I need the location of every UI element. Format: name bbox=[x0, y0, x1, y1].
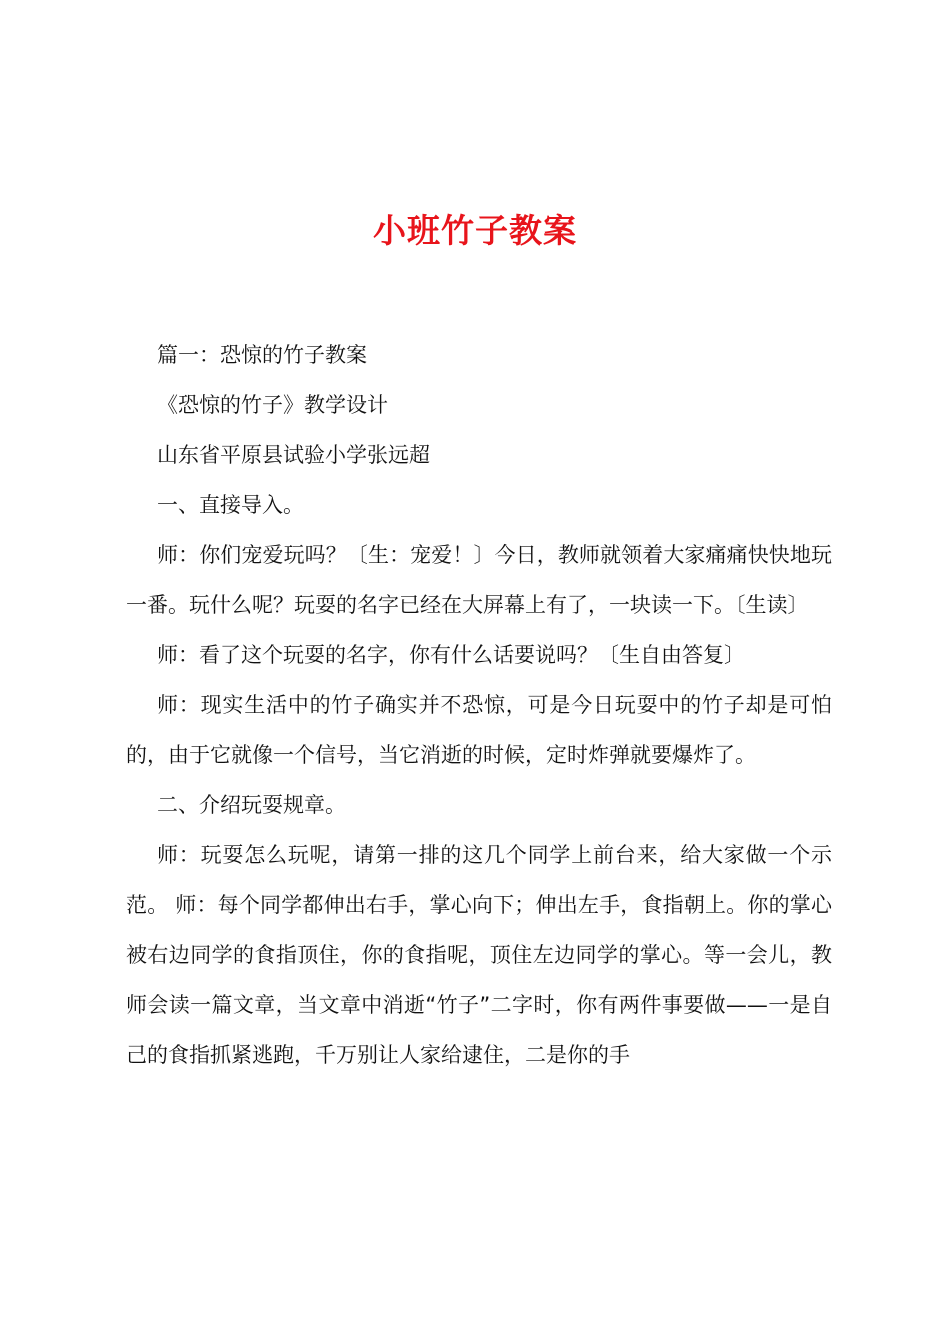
paragraph-step-two: 二、介绍玩耍规章。 bbox=[157, 793, 346, 817]
document-title: 小班竹子教案 bbox=[373, 211, 577, 250]
paragraph: 师：现实生活中的竹子确实并不恐惊，可是今日玩耍中的竹子却是可怕的，由于它就像一个信号，当它消逝的时候，定时炸弹就要爆炸了。 bbox=[126, 693, 832, 767]
paragraph: 师：看了这个玩耍的名字，你有什么话要说吗？〔生自由答复〕 bbox=[157, 643, 745, 667]
paragraph-subtitle: 《恐惊的竹子》教学设计 bbox=[157, 393, 388, 417]
paragraph-section-heading: 篇一：恐惊的竹子教案 bbox=[157, 343, 367, 367]
paragraph: 师：玩耍怎么玩呢，请第一排的这几个同学上前台来，给大家做一个示范。 师：每个同学都伸出右手，掌心向下；伸出左手，食指朝上。你的掌心被右边同学的食指顶住，你的食指呢，顶住左边同学的掌心。等一会儿，教师会读一篇文章，当文章中消逝“竹子”二字时，你有两件事要做——一是自己的食指抓紧逃跑，千万别让人家给逮住，二是你的手 bbox=[126, 843, 832, 1067]
paragraph: 师：你们宠爱玩吗？〔生：宠爱！〕今日，教师就领着大家痛痛快快地玩一番。玩什么呢？玩耍的名字已经在大屏幕上有了，一块读一下。〔生读〕 bbox=[126, 543, 832, 617]
paragraph-step-one: 一、直接导入。 bbox=[157, 493, 304, 517]
document-body bbox=[126, 330, 832, 1080]
paragraph-author: 山东省平原县试验小学张远超 bbox=[157, 443, 430, 467]
